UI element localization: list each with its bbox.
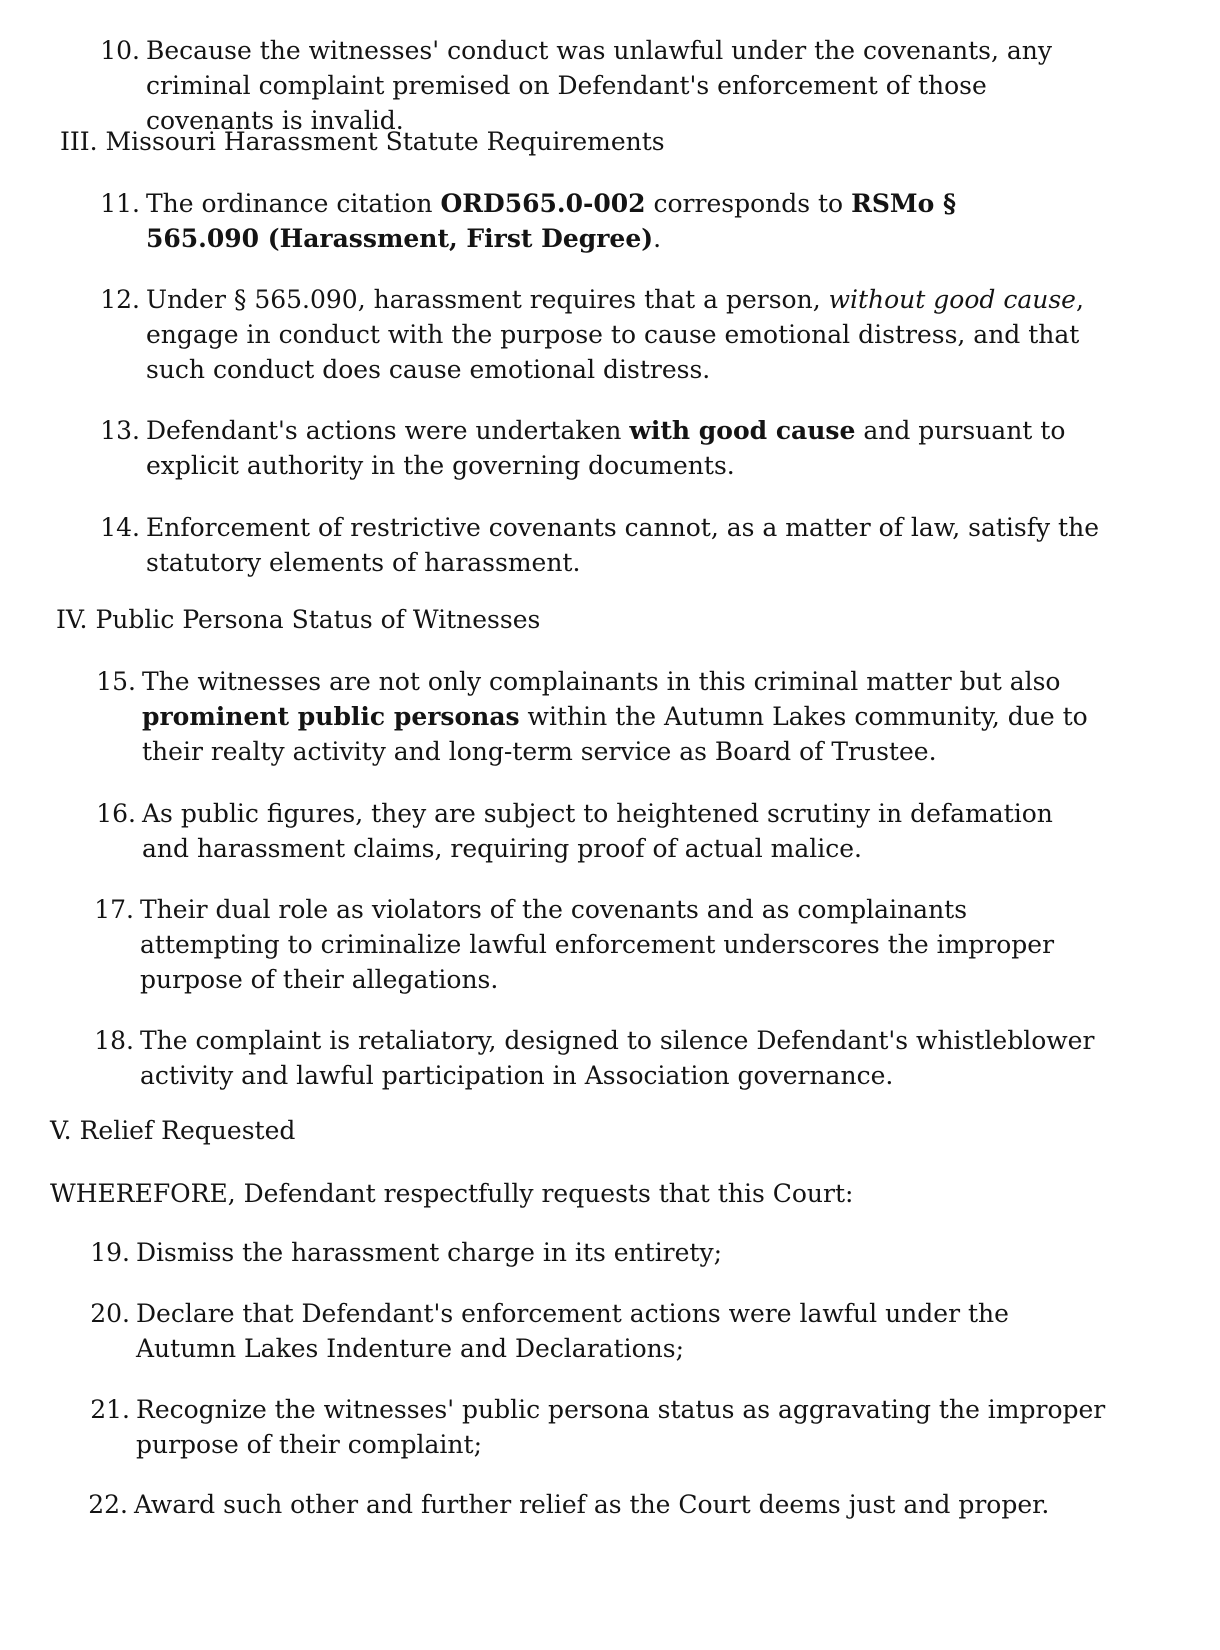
paragraph-15 — [94, 664, 1124, 769]
statute-citation: RSMo § 565.090 (Harassment, First Degree) — [146, 189, 957, 253]
paragraph-20 — [88, 1296, 1098, 1366]
paragraph-number: 21. — [90, 1395, 130, 1424]
paragraph-19 — [88, 1235, 1088, 1270]
paragraph-22 — [86, 1487, 1106, 1522]
paragraph-text: Because the witnesses' conduct was unlawful under the covenants, any criminal complaint premised on Defendant's enforcement of those covenants is invalid. — [146, 36, 1052, 135]
paragraph-number: 11. — [100, 189, 140, 218]
paragraph-16 — [94, 796, 1054, 866]
paragraph-13 — [98, 413, 1078, 483]
paragraph-number: 19. — [90, 1238, 130, 1267]
section-heading-iii: III. Missouri Harassment Statute Requirements — [60, 127, 665, 156]
section-heading-iv: IV. Public Persona Status of Witnesses — [56, 605, 541, 634]
wherefore-clause: WHEREFORE, Defendant respectfully requests that this Court: — [50, 1179, 854, 1208]
paragraph-text: Declare that Defendant's enforcement actions were lawful under the Autumn Lakes Indenture and Declarations; — [136, 1299, 1009, 1363]
paragraph-text: Their dual role as violators of the covenants and as complainants attempting to criminalize lawful enforcement underscores the improper purpose of their allegations. — [140, 895, 1055, 994]
emphasis-with-good-cause: with good cause — [629, 416, 856, 445]
paragraph-text: Under § 565.090, harassment requires that a person, without good cause, engage in conduct with the purpose to cause emotional distress, and that such conduct does cause emotional distress. — [146, 285, 1084, 384]
paragraph-text: As public figures, they are subject to heightened scrutiny in defamation and harassment claims, requiring proof of actual malice. — [142, 799, 1053, 863]
paragraph-18 — [92, 1023, 1102, 1093]
paragraph-text: Enforcement of restrictive covenants cannot, as a matter of law, satisfy the statutory elements of harassment. — [146, 513, 1100, 577]
paragraph-number: 18. — [94, 1026, 134, 1055]
paragraph-number: 13. — [100, 416, 140, 445]
paragraph-10 — [98, 33, 1098, 138]
paragraph-number: 17. — [94, 895, 134, 924]
emphasis-without-good-cause: without good cause — [828, 285, 1076, 314]
paragraph-text: Recognize the witnesses' public persona status as aggravating the improper purpose of their complaint; — [136, 1395, 1106, 1459]
section-heading-v: V. Relief Requested — [50, 1116, 296, 1145]
paragraph-number: 14. — [100, 513, 140, 542]
paragraph-number: 10. — [100, 36, 140, 65]
paragraph-11 — [98, 186, 1058, 256]
ordinance-citation: ORD565.0-002 — [440, 189, 646, 218]
paragraph-12 — [98, 282, 1098, 387]
paragraph-text: Defendant's actions were undertaken with good cause and pursuant to explicit authority in the governing documents. — [146, 416, 1066, 480]
paragraph-21 — [88, 1392, 1118, 1462]
paragraph-text: Dismiss the harassment charge in its entirety; — [136, 1238, 723, 1267]
paragraph-text: The witnesses are not only complainants in this criminal matter but also prominent public personas within the Autumn Lakes community, due to their realty activity and long-term service as Board of Trustee. — [142, 667, 1088, 766]
paragraph-number: 15. — [96, 667, 136, 696]
paragraph-text: The complaint is retaliatory, designed to silence Defendant's whistleblower activity and lawful participation in Association governance. — [140, 1026, 1095, 1090]
emphasis-prominent-public-personas: prominent public personas — [142, 702, 520, 731]
paragraph-number: 16. — [96, 799, 136, 828]
paragraph-17 — [92, 892, 1062, 997]
paragraph-text: Award such other and further relief as the Court deems just and proper. — [134, 1490, 1050, 1519]
paragraph-14 — [98, 510, 1118, 580]
paragraph-number: 22. — [88, 1490, 128, 1519]
paragraph-number: 12. — [100, 285, 140, 314]
paragraph-number: 20. — [90, 1299, 130, 1328]
paragraph-text: The ordinance citation ORD565.0-002 corresponds to RSMo § 565.090 (Harassment, First Degree). — [146, 189, 957, 253]
